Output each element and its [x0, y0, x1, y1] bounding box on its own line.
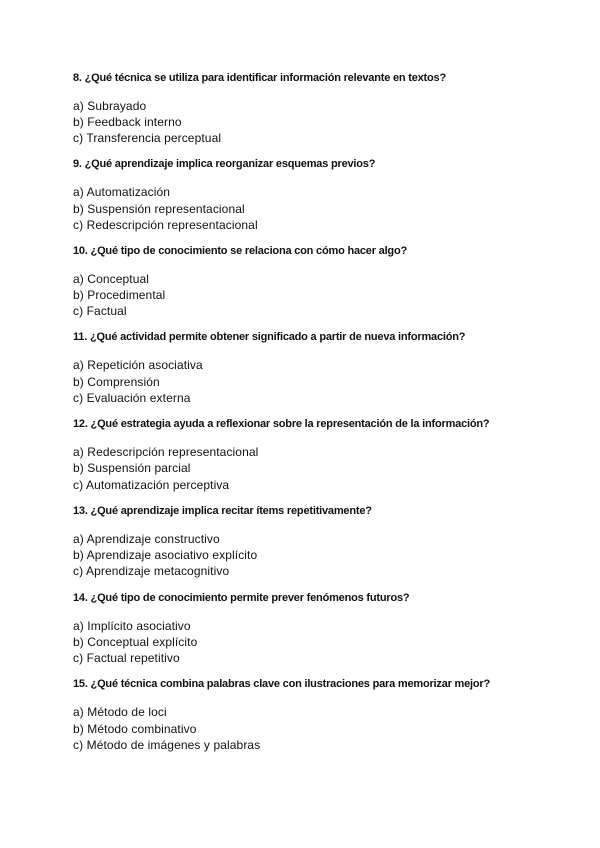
- question-9-option-c: c) Redescripción representacional: [73, 218, 258, 232]
- question-8-option-b: b) Feedback interno: [73, 115, 182, 129]
- question-10-option-a: a) Conceptual: [73, 272, 150, 286]
- question-14-option-a: a) Implícito asociativo: [73, 619, 191, 633]
- question-12-option-c: c) Automatización perceptiva: [73, 478, 230, 492]
- question-15-option-a: a) Método de loci: [73, 705, 167, 719]
- question-11-option-b: b) Comprensión: [73, 375, 160, 389]
- question-11-option-a: a) Repetición asociativa: [73, 358, 203, 372]
- question-10: 10. ¿Qué tipo de conocimiento se relaciona con cómo hacer algo?: [73, 245, 407, 257]
- question-13-option-b: b) Aprendizaje asociativo explícito: [73, 548, 258, 562]
- question-11: 11. ¿Qué actividad permite obtener significado a partir de nueva información?: [73, 331, 466, 343]
- question-13-option-c: c) Aprendizaje metacognitivo: [73, 564, 230, 578]
- question-9-option-a: a) Automatización: [73, 185, 171, 199]
- question-14: 14. ¿Qué tipo de conocimiento permite prever fenómenos futuros?: [73, 592, 410, 604]
- question-9-option-b: b) Suspensión representacional: [73, 202, 245, 216]
- question-13-option-a: a) Aprendizaje constructivo: [73, 532, 220, 546]
- question-8: 8. ¿Qué técnica se utiliza para identificar información relevante en textos?: [73, 72, 446, 84]
- question-9: 9. ¿Qué aprendizaje implica reorganizar esquemas previos?: [73, 158, 376, 170]
- question-15: 15. ¿Qué técnica combina palabras clave con ilustraciones para memorizar mejor?: [73, 678, 491, 690]
- question-15-option-c: c) Método de imágenes y palabras: [73, 738, 261, 752]
- question-8-option-c: c) Transferencia perceptual: [73, 131, 222, 145]
- question-14-option-b: b) Conceptual explícito: [73, 635, 198, 649]
- question-8-option-a: a) Subrayado: [73, 99, 147, 113]
- question-14-option-c: c) Factual repetitivo: [73, 651, 180, 665]
- question-13: 13. ¿Qué aprendizaje implica recitar ítems repetitivamente?: [73, 505, 372, 517]
- question-10-option-b: b) Procedimental: [73, 288, 166, 302]
- question-12-option-b: b) Suspensión parcial: [73, 461, 191, 475]
- question-11-option-c: c) Evaluación externa: [73, 391, 191, 405]
- question-12-option-a: a) Redescripción representacional: [73, 445, 259, 459]
- question-12: 12. ¿Qué estrategia ayuda a reflexionar sobre la representación de la información?: [73, 418, 490, 430]
- question-15-option-b: b) Método combinativo: [73, 722, 197, 736]
- question-10-option-c: c) Factual: [73, 304, 127, 318]
